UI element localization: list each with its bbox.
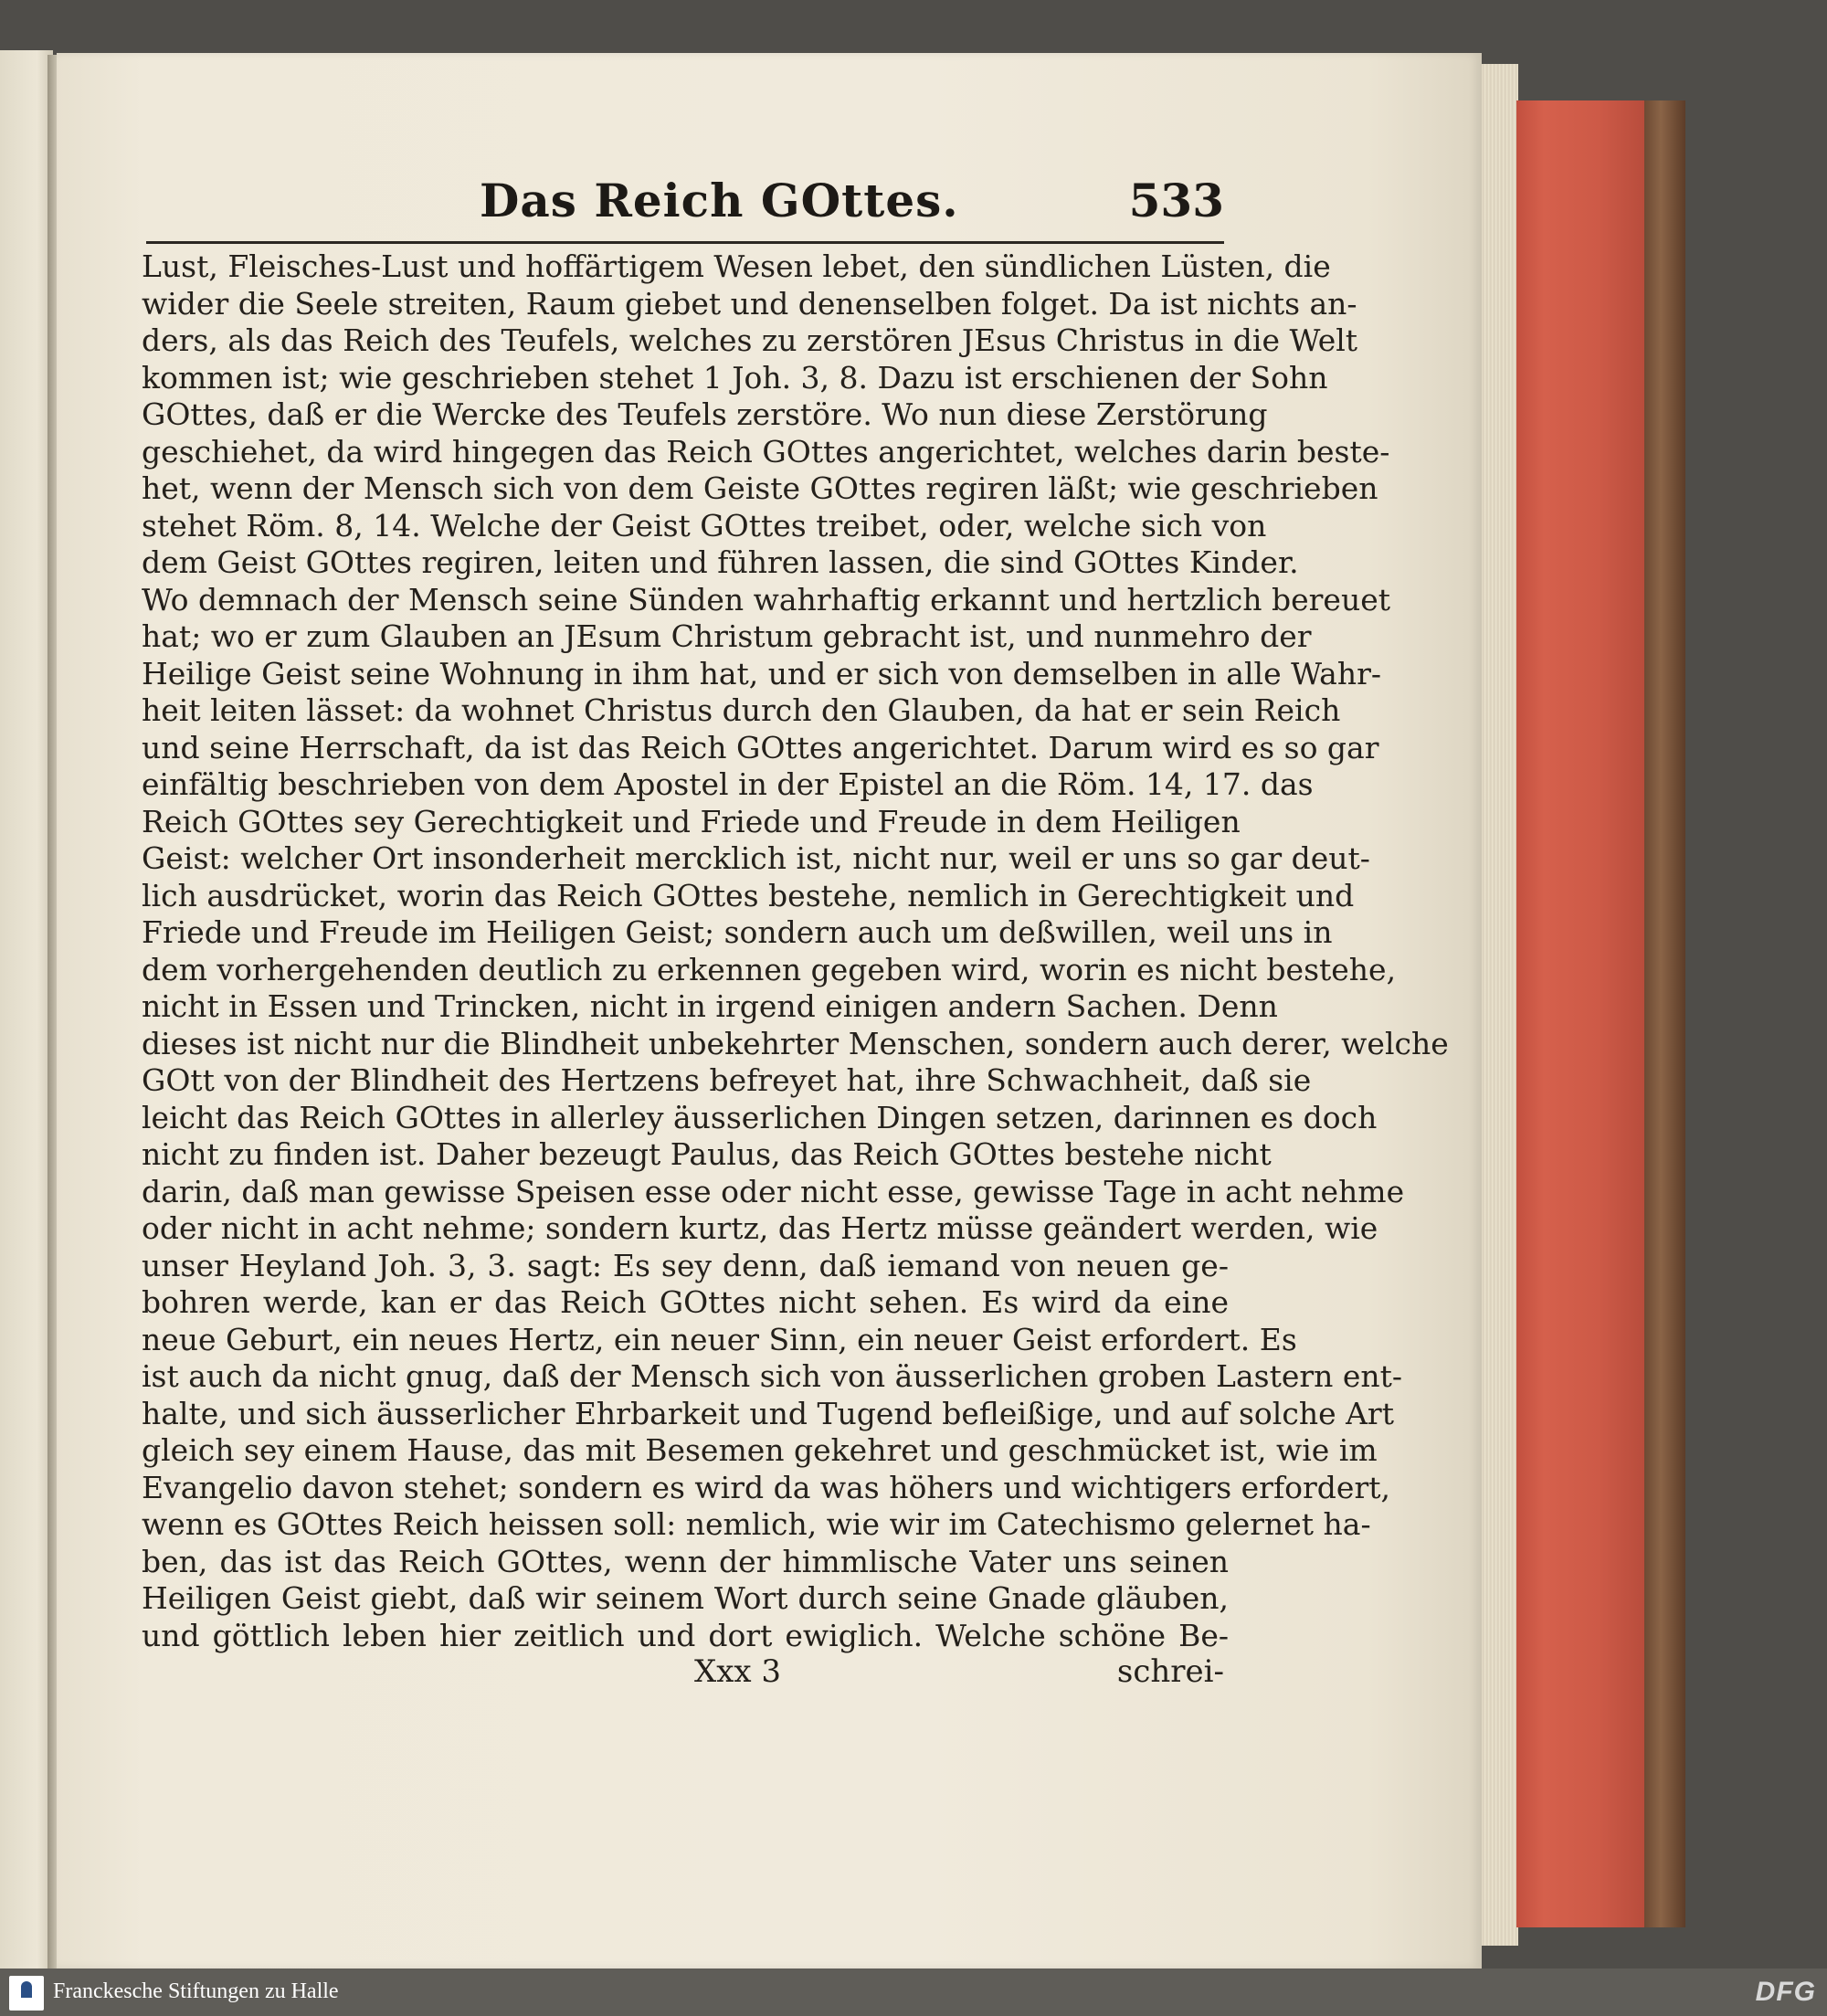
text-line: wider die Seele streiten, Raum giebet und denenselben folget. Da ist nichts an-	[142, 285, 1357, 322]
text-line: dem vorhergehenden deutlich zu erkennen gegeben wird, worin es nicht bestehe,	[142, 951, 1397, 987]
viewer-footer-bar	[0, 1969, 1827, 2016]
text-line: gleich sey einem Hause, das mit Besemen gekehret und geschmücket ist, wie im	[142, 1432, 1378, 1468]
text-line: bohren werde, kan er das Reich GOttes nicht sehen. Es wird da eine	[142, 1284, 1229, 1320]
text-line: Heilige Geist seine Wohnung in ihm hat, und er sich von demselben in alle Wahr-	[142, 655, 1382, 691]
text-line: oder nicht in acht nehme; sondern kurtz, das Hertz müsse geändert werden, wie	[142, 1210, 1378, 1246]
text-line: wenn es GOttes Reich heissen soll: nemlich, wie wir im Catechismo gelernet ha-	[142, 1506, 1371, 1542]
text-line: ist auch da nicht gnug, daß der Mensch sich von äusserlichen groben Lastern ent-	[142, 1358, 1403, 1394]
text-line: dem Geist GOttes regiren, leiten und führen lassen, die sind GOttes Kinder.	[142, 544, 1299, 580]
text-line: und seine Herrschaft, da ist das Reich GOttes angerichtet. Darum wird es so gar	[142, 729, 1379, 765]
catchword: schrei-	[1116, 1653, 1224, 1690]
text-line: nicht in Essen und Trincken, nicht in irgend einigen andern Sachen. Denn	[142, 988, 1278, 1024]
institution-name[interactable]: Franckesche Stiftungen zu Halle	[53, 1979, 339, 2003]
text-line: stehet Röm. 8, 14. Welche der Geist GOttes treibet, oder, welche sich von	[142, 507, 1267, 544]
page-footer	[146, 1653, 1224, 1699]
text-line: GOtt von der Blindheit des Hertzens befreyet hat, ihre Schwachheit, daß sie	[142, 1062, 1312, 1098]
page-number: 533	[1128, 174, 1224, 227]
text-line: dieses ist nicht nur die Blindheit unbekehrter Menschen, sondern auch derer, welche	[142, 1025, 1449, 1061]
text-line: halte, und sich äusserlicher Ehrbarkeit und Tugend befleißige, und auf solche Art	[142, 1395, 1394, 1431]
text-line: einfältig beschrieben von dem Apostel in der Epistel an die Röm. 14, 17. das	[142, 766, 1314, 802]
text-line: lich ausdrücket, worin das Reich GOttes bestehe, nemlich in Gerechtigkeit und	[142, 877, 1355, 913]
text-line: heit leiten lässet: da wohnet Christus durch den Glauben, da hat er sein Reich	[142, 692, 1341, 728]
francke-foundation-logo-icon[interactable]	[9, 1976, 44, 2011]
text-line: leicht das Reich GOttes in allerley äusserlichen Dingen setzen, darinnen es doch	[142, 1099, 1378, 1135]
page-block-edges	[1482, 64, 1518, 1946]
text-line: kommen ist; wie geschrieben stehet 1 Joh. 3, 8. Dazu ist erschienen der Sohn	[142, 359, 1328, 396]
text-line: Reich GOttes sey Gerechtigkeit und Friede und Freude in dem Heiligen	[142, 803, 1241, 839]
text-line: ben, das ist das Reich GOttes, wenn der himmlische Vater uns seinen	[142, 1543, 1229, 1579]
text-line: GOttes, daß er die Wercke des Teufels zerstöre. Wo nun diese Zerstörung	[142, 396, 1268, 432]
text-line: geschiehet, da wird hingegen das Reich GOttes angerichtet, welches darin beste-	[142, 433, 1390, 470]
running-title: Das Reich GOttes.	[480, 174, 959, 227]
left-page-edge	[0, 50, 53, 1969]
text-line: darin, daß man gewisse Speisen esse oder nicht esse, gewisse Tage in acht nehme	[142, 1173, 1405, 1209]
text-line: nicht zu finden ist. Daher bezeugt Paulus, das Reich GOttes bestehe nicht	[142, 1136, 1272, 1172]
text-line: ders, als das Reich des Teufels, welches zu zerstören JEsus Christus in die Welt	[142, 322, 1358, 358]
dfg-logo[interactable]: DFG	[1755, 1977, 1816, 2007]
text-line: Wo demnach der Mensch seine Sünden wahrhaftig erkannt und hertzlich bereuet	[142, 581, 1391, 617]
leather-binding	[1644, 100, 1685, 1927]
red-fore-edge	[1516, 100, 1653, 1927]
text-line: unser Heyland Joh. 3, 3. sagt: Es sey denn, daß iemand von neuen ge-	[142, 1247, 1229, 1283]
text-line: Heiligen Geist giebt, daß wir seinem Wort durch seine Gnade gläuben,	[142, 1580, 1229, 1616]
text-line: hat; wo er zum Glauben an JEsum Christum gebracht ist, und nunmehro der	[142, 618, 1312, 654]
signature-mark: Xxx 3	[694, 1653, 781, 1690]
text-line: und göttlich leben hier zeitlich und dort ewiglich. Welche schöne Be-	[142, 1617, 1229, 1653]
text-line: Geist: welcher Ort insonderheit mercklich ist, nicht nur, weil er uns so gar deut-	[142, 840, 1370, 876]
text-line: Friede und Freude im Heiligen Geist; sondern auch um deßwillen, weil uns in	[142, 914, 1333, 950]
body-text	[142, 248, 1449, 1654]
header-rule	[146, 241, 1224, 244]
text-line: Evangelio davon stehet; sondern es wird da was höhers und wichtigers erfordert,	[142, 1469, 1390, 1505]
text-line: neue Geburt, ein neues Hertz, ein neuer Sinn, ein neuer Geist erfordert. Es	[142, 1321, 1297, 1357]
text-line: Lust, Fleisches-Lust und hoffärtigem Wesen lebet, den sündlichen Lüsten, die	[142, 248, 1331, 284]
page-header	[146, 174, 1224, 247]
text-line: het, wenn der Mensch sich von dem Geiste GOttes regiren läßt; wie geschrieben	[142, 470, 1378, 506]
